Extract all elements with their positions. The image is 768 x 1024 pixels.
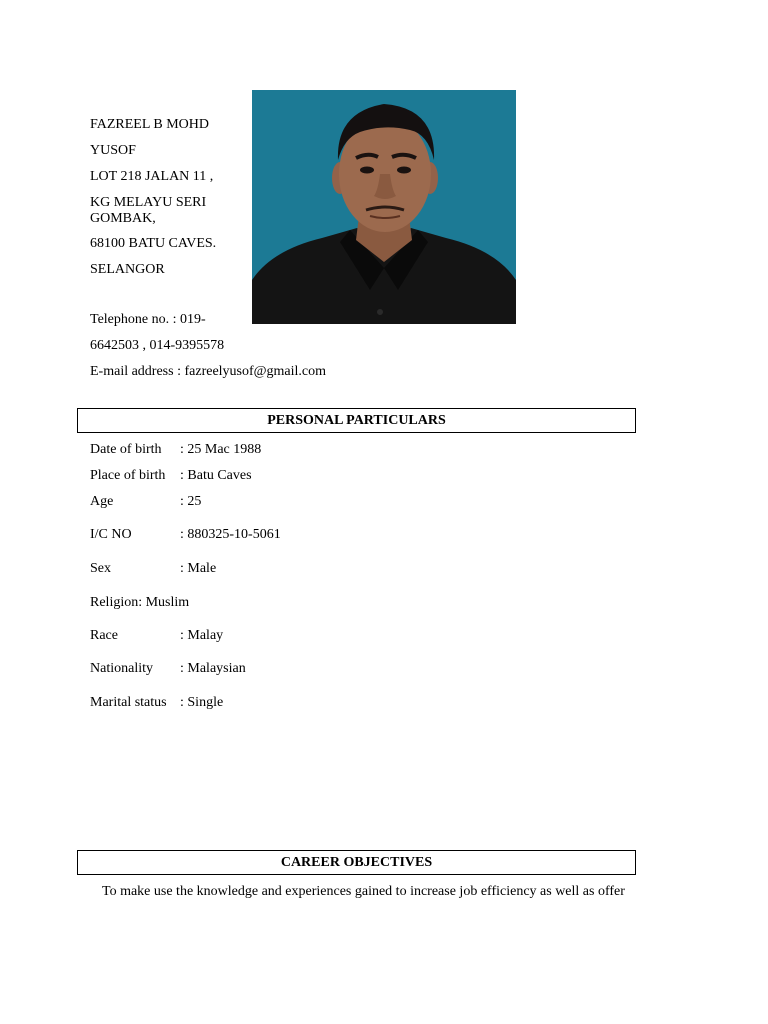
eye-left [360, 167, 374, 174]
telephone-line-2: 6642503 , 014-9395578 [90, 338, 225, 353]
religion-line: Religion: Muslim [90, 595, 190, 610]
age-value: : 25 [180, 494, 202, 509]
race-label: Race [90, 628, 118, 643]
eye-right [397, 167, 411, 174]
ic-label: I/C NO [90, 527, 132, 542]
race-value: : Malay [180, 628, 224, 643]
address-line-2: KG MELAYU SERI [90, 195, 207, 210]
personal-particulars-heading: PERSONAL PARTICULARS [77, 408, 636, 433]
pob-label: Place of birth [90, 468, 166, 483]
address-line-3: GOMBAK, [90, 211, 156, 226]
address-line-5: SELANGOR [90, 262, 165, 277]
address-line-1: LOT 218 JALAN 11 , [90, 169, 214, 184]
nationality-label: Nationality [90, 661, 153, 676]
age-label: Age [90, 494, 114, 509]
shirt-button [377, 309, 383, 315]
marital-status-label: Marital status [90, 695, 167, 710]
career-objective-text: To make use the knowledge and experiences gained to increase job efficiency as well as offer [102, 884, 625, 899]
address-line-4: 68100 BATU CAVES. [90, 236, 217, 251]
pob-value: : Batu Caves [180, 468, 252, 483]
email-line: E-mail address : fazreelyusof@gmail.com [90, 364, 327, 379]
telephone-line-1: Telephone no. : 019- [90, 312, 206, 327]
portrait-illustration [252, 90, 516, 324]
career-objectives-heading: CAREER OBJECTIVES [77, 850, 636, 875]
name-line-1: FAZREEL B MOHD [90, 117, 209, 132]
ic-value: : 880325-10-5061 [180, 527, 281, 542]
sex-label: Sex [90, 561, 111, 576]
profile-photo [252, 90, 516, 324]
sex-value: : Male [180, 561, 217, 576]
dob-value: : 25 Mac 1988 [180, 442, 262, 457]
nationality-value: : Malaysian [180, 661, 246, 676]
dob-label: Date of birth [90, 442, 162, 457]
name-line-2: YUSOF [90, 143, 136, 158]
marital-status-value: : Single [180, 695, 224, 710]
